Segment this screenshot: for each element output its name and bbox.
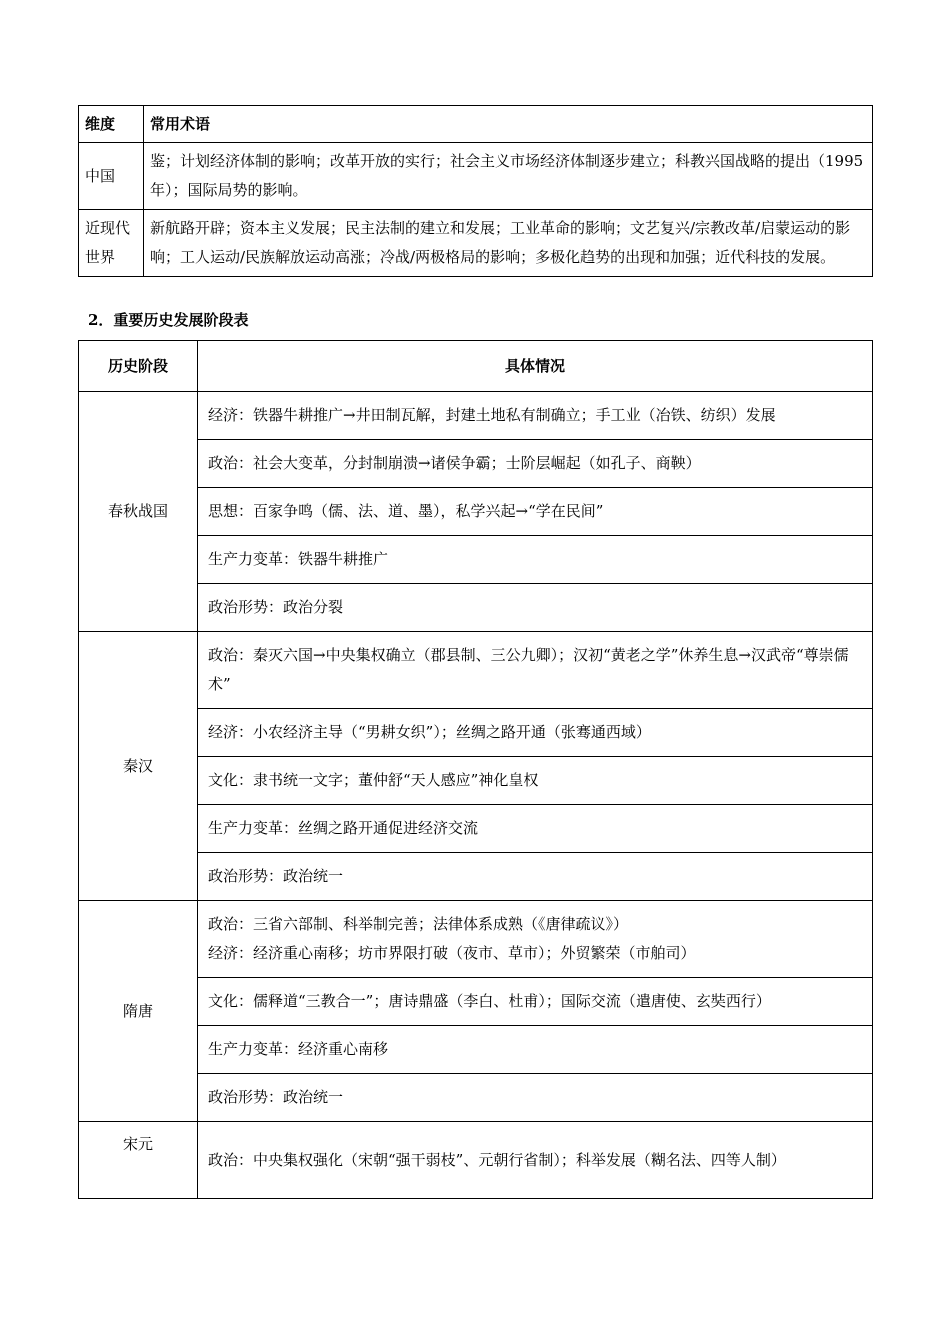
table-row xyxy=(79,709,873,757)
period-item: 生产力变革：丝绸之路开通促进经济交流 xyxy=(198,805,873,853)
period-item: 政治形势：政治统一 xyxy=(198,1074,873,1122)
period-item: 政治形势：政治分裂 xyxy=(198,584,873,632)
header-period: 历史阶段 xyxy=(79,341,198,392)
row-text-world: 新航路开辟；资本主义发展；民主法制的建立和发展；工业革命的影响；文艺复兴/宗教改革/启蒙运动的影响；工人运动/民族解放运动高涨；冷战/两极格局的影响；多极化趋势的出现和加强；近代科技的发展。 xyxy=(144,210,873,277)
period-item: 思想：百家争鸣（儒、法、道、墨），私学兴起→“学在民间” xyxy=(198,488,873,536)
terms-table xyxy=(78,105,873,277)
period-item: 政治：中央集权强化（宋朝“强干弱枝”、元朝行省制）；科举发展（糊名法、四等人制） xyxy=(198,1122,873,1199)
period-item: 生产力变革：经济重心南移 xyxy=(198,1026,873,1074)
period-item: 政治形势：政治统一 xyxy=(198,853,873,901)
table-row xyxy=(79,392,873,440)
period-item-group xyxy=(198,901,873,978)
table-row xyxy=(79,632,873,709)
table-row xyxy=(79,1026,873,1074)
header-dimension: 维度 xyxy=(79,106,144,143)
table-header-row xyxy=(79,341,873,392)
period-name: 春秋战国 xyxy=(79,392,198,632)
period-item: 文化：儒释道“三教合一”；唐诗鼎盛（李白、杜甫）；国际交流（遣唐使、玄奘西行） xyxy=(198,978,873,1026)
table-row xyxy=(79,210,873,277)
header-terms: 常用术语 xyxy=(144,106,873,143)
table-row xyxy=(79,143,873,210)
table-row xyxy=(79,1122,873,1199)
table-row xyxy=(79,978,873,1026)
section-heading: 2．重要历史发展阶段表 xyxy=(88,311,249,329)
period-item: 政治：秦灭六国→中央集权确立（郡县制、三公九卿）；汉初“黄老之学”休养生息→汉武帝“尊崇儒术” xyxy=(198,632,873,709)
period-item: 文化：隶书统一文字；董仲舒“天人感应”神化皇权 xyxy=(198,757,873,805)
table-row xyxy=(79,440,873,488)
header-details: 具体情况 xyxy=(198,341,873,392)
period-item: 政治：社会大变革，分封制崩溃→诸侯争霸；士阶层崛起（如孔子、商鞅） xyxy=(198,440,873,488)
row-label-china: 中国 xyxy=(79,143,144,210)
table-row xyxy=(79,805,873,853)
period-item: 经济：小农经济主导（“男耕女织”）；丝绸之路开通（张骞通西域） xyxy=(198,709,873,757)
table-row xyxy=(79,901,873,978)
period-item: 经济：经济重心南移；坊市界限打破（夜市、草市）；外贸繁荣（市舶司） xyxy=(208,944,696,962)
row-label-world: 近现代世界 xyxy=(79,210,144,277)
table-row xyxy=(79,1074,873,1122)
period-item: 生产力变革：铁器牛耕推广 xyxy=(198,536,873,584)
table-header-row xyxy=(79,106,873,143)
row-text-china: 鉴；计划经济体制的影响；改革开放的实行；社会主义市场经济体制逐步建立；科教兴国战略的提出（1995年）；国际局势的影响。 xyxy=(144,143,873,210)
period-name: 宋元 xyxy=(79,1122,198,1199)
periods-table xyxy=(78,340,873,1199)
period-name: 秦汉 xyxy=(79,632,198,901)
period-item: 经济：铁器牛耕推广→井田制瓦解，封建土地私有制确立；手工业（冶铁、纺织）发展 xyxy=(198,392,873,440)
period-name: 隋唐 xyxy=(79,901,198,1122)
table-row xyxy=(79,757,873,805)
period-item: 政治：三省六部制、科举制完善；法律体系成熟（《唐律疏议》） xyxy=(208,915,629,933)
table-row xyxy=(79,536,873,584)
table-row xyxy=(79,488,873,536)
table-row xyxy=(79,853,873,901)
table-row xyxy=(79,584,873,632)
